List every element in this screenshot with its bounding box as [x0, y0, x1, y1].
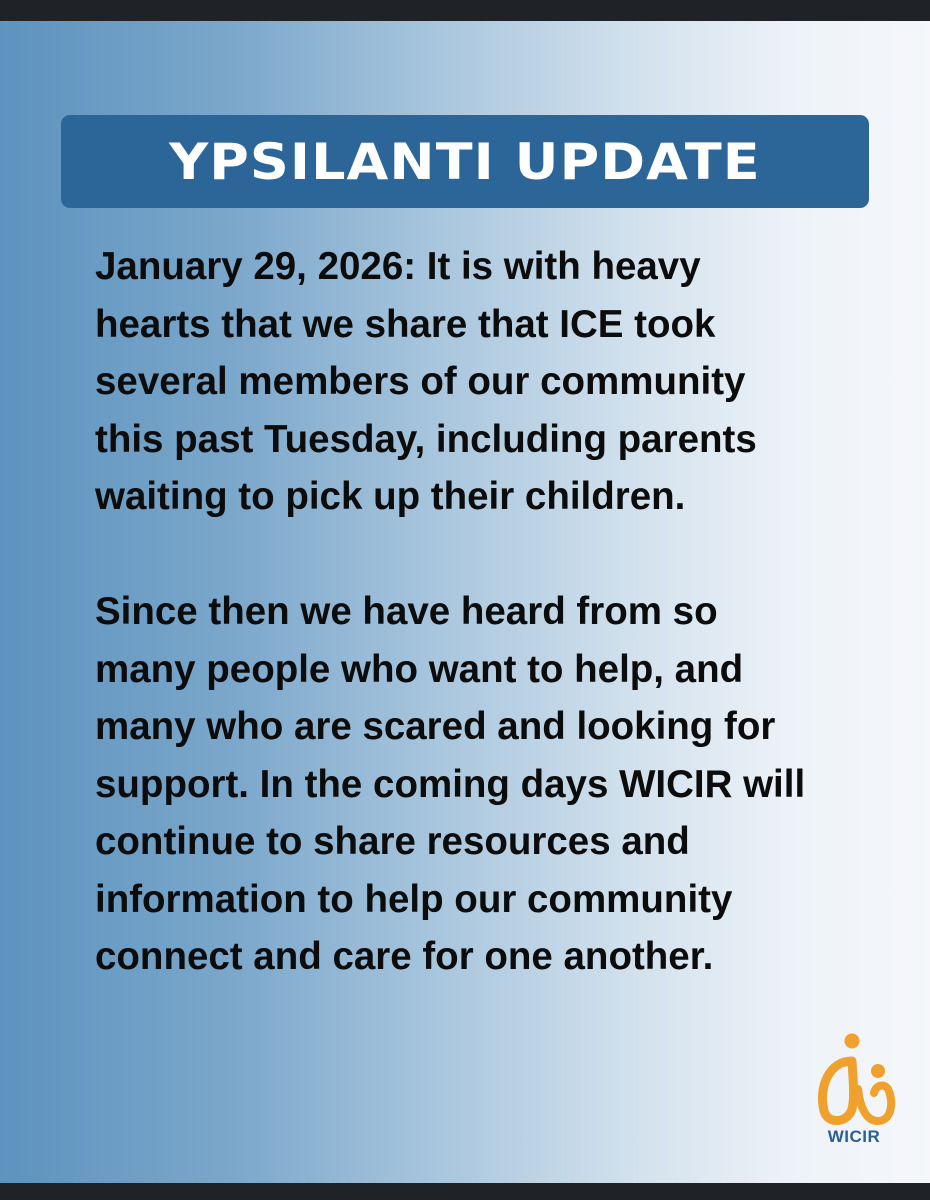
paragraph-2-line: continue to share resources and — [95, 820, 690, 863]
paragraph-1-line: hearts that we share that ICE took — [95, 302, 716, 346]
paragraph-1-line: several members of our community — [95, 360, 746, 403]
bottom-border — [0, 1183, 930, 1200]
wicir-logo — [808, 1031, 900, 1156]
paragraph-1-line: waiting to pick up their children. — [95, 475, 686, 518]
top-border — [0, 0, 930, 21]
title-banner — [61, 115, 869, 208]
announcement-body — [95, 238, 895, 986]
paragraph-gap — [95, 526, 895, 584]
paragraph-2-line: many who are scared and looking for — [95, 705, 776, 748]
paragraph-2-line: information to help our community — [95, 877, 733, 921]
paragraph-2-line: Since then we have heard from so — [95, 590, 718, 633]
wicir-figures-icon — [808, 1031, 900, 1129]
paragraph-2-line: many people who want to help, and — [95, 647, 744, 691]
paragraph-2-line: connect and care for one another. — [95, 935, 714, 978]
paragraph-1-line: January 29, 2026: It is with heavy — [95, 245, 701, 288]
banner-title: YPSILANTI UPDATE — [169, 132, 761, 191]
paragraph-1-line: this past Tuesday, including parents — [95, 417, 757, 461]
paragraph-2-line: support. In the coming days WICIR will — [95, 762, 806, 806]
logo-wordmark: WICIR — [827, 1127, 881, 1146]
announcement-graphic — [0, 21, 930, 1183]
